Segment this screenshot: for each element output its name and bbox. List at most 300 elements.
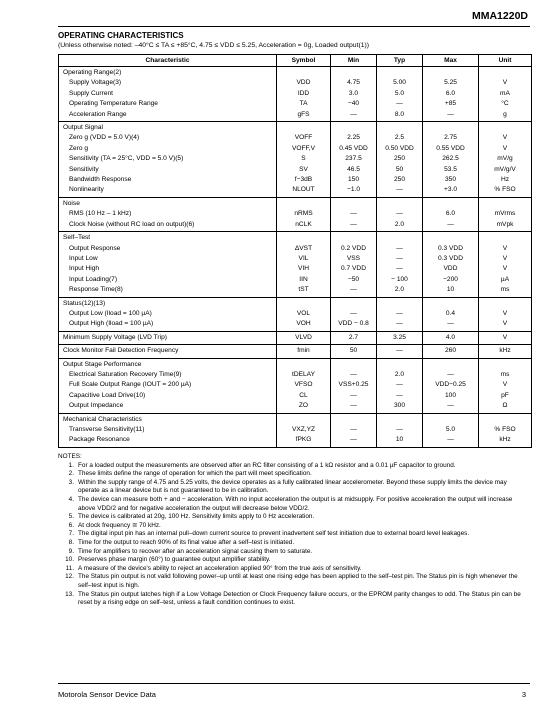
min-value: 0.2 VDD <box>341 244 366 252</box>
typ-value: — <box>396 254 403 262</box>
note-text: The Status pin output latches high if a Low Voltage Detection or Clock Frequency failure occurs, or the EPROM parity changes to odd. The Status pin can be reset by a rising edge on self–test, unless a fault condition continues to exist. <box>78 590 521 607</box>
unit-value: kHz <box>499 436 511 444</box>
table-cell-max <box>423 232 479 297</box>
group-title-spacer <box>379 123 420 133</box>
table-cell-max <box>423 331 479 344</box>
group-title-spacer <box>481 199 529 209</box>
operating-characteristics-table <box>58 54 532 448</box>
characteristic-label: Package Resonance <box>69 436 130 444</box>
note-item <box>58 591 530 608</box>
header-rule <box>58 26 530 27</box>
characteristic-label: RMS (10 Hz – 1 kHz) <box>69 210 132 218</box>
max-value: 4.0 <box>445 333 456 341</box>
characteristic-label: Supply Voltage(3) <box>69 79 122 87</box>
group-title: Self–Test <box>63 234 91 242</box>
sym-value: fmin <box>297 347 310 355</box>
typ-value: 2.0 <box>394 220 405 228</box>
table-cell-typ <box>377 358 423 413</box>
sym-value: VXZ,YZ <box>291 426 316 433</box>
section-subtitle: (Unless otherwise noted: –40°C ≤ TA ≤ +85°C, 4.75 ≤ VDD ≤ 5.25, Acceleration = 0g, Loaded output(1)) <box>58 42 370 49</box>
group-title-spacer <box>333 299 374 309</box>
sym-value: NLOUT <box>292 186 315 194</box>
typ-value: 3.25 <box>393 333 406 341</box>
max-value: — <box>447 110 454 118</box>
group-title: Output Signal <box>63 124 103 132</box>
table-cell-min <box>331 331 377 344</box>
table-cell-unit <box>479 67 532 122</box>
unit-value: V <box>502 265 508 273</box>
table-cell-char <box>59 358 277 413</box>
table-cell-min <box>331 197 377 231</box>
characteristic-label: Full Scale Output Range (IOUT = 200 µA) <box>69 381 192 389</box>
column-header: Min <box>331 55 377 67</box>
table-cell-unit <box>479 122 532 198</box>
min-value: — <box>350 402 357 410</box>
typ-value: 250 <box>393 176 405 184</box>
typ-value: 5.0 <box>394 89 405 97</box>
unit-value: mVpk <box>496 220 514 228</box>
characteristic-label: Clock Monitor Fail Detection Frequency <box>63 347 179 355</box>
note-text: At clock frequency ≅ 70 kHz. <box>78 521 161 529</box>
characteristic-label: Input High <box>69 265 100 273</box>
table-row-group <box>59 122 532 198</box>
unit-value: pF <box>501 391 509 399</box>
group-title: Status(12)(13) <box>63 299 106 307</box>
max-value: — <box>447 370 454 378</box>
sym-value: IDD <box>297 89 310 97</box>
max-value: VDD <box>443 265 458 273</box>
group-title-spacer <box>379 68 420 78</box>
unit-value: V <box>502 244 508 252</box>
typ-value: 2.5 <box>394 134 405 142</box>
unit-value: ms <box>500 286 510 294</box>
sym-value: VDD <box>296 79 311 87</box>
notes-list <box>58 462 530 608</box>
unit-value: g <box>503 110 507 118</box>
notes-section <box>58 453 530 608</box>
min-value: 50 <box>349 347 358 355</box>
table-cell-char <box>59 345 277 358</box>
typ-value: 0.50 VDD <box>385 144 414 152</box>
max-value: 53.5 <box>444 165 457 173</box>
group-title: Mechanical Characteristics <box>63 415 142 423</box>
min-value: 150 <box>347 176 359 184</box>
min-value: — <box>350 286 357 294</box>
note-item <box>58 530 530 539</box>
table-cell-unit <box>479 197 532 231</box>
table-cell-typ <box>377 67 423 122</box>
sym-value: VIL <box>298 254 309 262</box>
note-text: Time for the output to reach 90% of its final value after a self–test is initiated. <box>78 538 295 546</box>
sym-value: ZO <box>298 402 309 410</box>
sym-value: VFSO <box>294 381 313 389</box>
group-title-spacer <box>333 233 374 243</box>
table-cell-typ <box>377 331 423 344</box>
group-title-spacer <box>333 68 374 78</box>
table-row-group <box>59 197 532 231</box>
note-number: 2. <box>68 470 74 478</box>
group-title-spacer <box>379 233 420 243</box>
min-value: — <box>350 370 357 378</box>
typ-value: − 100 <box>391 275 408 283</box>
table-cell-sym <box>277 197 331 231</box>
note-number: 4. <box>68 495 74 503</box>
max-value: 6.0 <box>445 210 456 218</box>
unit-value: V <box>502 381 508 389</box>
max-value: 350 <box>444 176 456 184</box>
group-title-spacer <box>379 360 420 370</box>
max-value: 262.5 <box>442 155 459 163</box>
note-item <box>58 548 530 557</box>
column-header: Typ <box>377 55 423 67</box>
max-value: 5.25 <box>444 79 457 87</box>
table-header-row <box>59 55 532 67</box>
max-value: — <box>447 402 454 410</box>
table-cell-typ <box>377 345 423 358</box>
group-title-spacer <box>379 199 420 209</box>
note-number: 9. <box>68 547 74 555</box>
note-number: 5. <box>68 513 74 521</box>
note-item <box>58 462 530 471</box>
sym-value: tDELAY <box>292 370 315 378</box>
table-cell-min <box>331 413 377 447</box>
group-title-spacer <box>481 360 529 370</box>
table-cell-max <box>423 345 479 358</box>
unit-value: V <box>502 79 508 87</box>
typ-value: — <box>396 347 403 355</box>
table-cell-char <box>59 197 277 231</box>
unit-value: ms <box>500 370 510 378</box>
group-title-spacer <box>379 415 420 425</box>
table-cell-typ <box>377 122 423 198</box>
characteristic-label: Output Impedance <box>69 402 124 410</box>
group-title-spacer <box>425 123 476 133</box>
note-text: Time for amplifiers to recover after an acceleration signal causing them to saturate. <box>78 547 313 555</box>
max-value: 6.0 <box>445 89 456 97</box>
note-item <box>58 470 530 479</box>
group-title-spacer <box>279 360 328 370</box>
max-value: 260 <box>444 347 456 355</box>
min-value: 3.0 <box>348 89 359 97</box>
max-value: — <box>447 320 454 328</box>
note-number: 6. <box>68 521 74 529</box>
min-value: — <box>350 391 357 399</box>
note-item <box>58 573 530 590</box>
table-cell-max <box>423 297 479 331</box>
note-number: 13. <box>65 590 74 598</box>
typ-value: — <box>396 391 403 399</box>
typ-value: 300 <box>393 402 405 410</box>
table-cell-unit <box>479 297 532 331</box>
group-title: Noise <box>63 199 80 207</box>
max-value: 10 <box>446 286 455 294</box>
max-value: 0.3 VDD <box>438 244 463 252</box>
min-value: 2.7 <box>348 333 359 341</box>
sym-value: CL <box>299 391 308 399</box>
unit-value: mV/g <box>497 155 513 163</box>
unit-value: °C <box>501 100 509 108</box>
table-cell-unit <box>479 358 532 413</box>
table-cell-unit <box>479 345 532 358</box>
table-cell-min <box>331 358 377 413</box>
note-item <box>58 522 530 531</box>
table-row-group <box>59 413 532 447</box>
max-value: 0.4 <box>445 309 456 317</box>
table-cell-typ <box>377 232 423 297</box>
table-cell-sym <box>277 345 331 358</box>
max-value: +85 <box>444 100 457 108</box>
group-title-spacer <box>425 415 476 425</box>
table-cell-unit <box>479 413 532 447</box>
footer-rule <box>58 683 530 684</box>
column-header: Unit <box>479 55 532 67</box>
table-cell-max <box>423 122 479 198</box>
table-cell-sym <box>277 331 331 344</box>
max-value: — <box>447 220 454 228</box>
sym-value: ΔVST <box>294 244 313 252</box>
unit-value: mVrms <box>494 210 516 218</box>
table-row-group <box>59 232 532 297</box>
note-number: 1. <box>68 461 74 469</box>
group-title-spacer <box>279 199 328 209</box>
unit-value: V <box>502 134 508 142</box>
note-text: A measure of the device's ability to reject an acceleration applied 90° from the true axis of sensitivity. <box>78 564 362 572</box>
characteristic-label: Transverse Sensitivity(11) <box>69 426 145 433</box>
table-row-group <box>59 345 532 358</box>
table-cell-char <box>59 413 277 447</box>
max-value: — <box>447 436 454 444</box>
characteristic-label: Nonlinearity <box>69 186 104 194</box>
notes-heading: NOTES: <box>58 453 82 460</box>
typ-value: — <box>396 426 403 433</box>
table-cell-char <box>59 232 277 297</box>
min-value: VDD − 0.8 <box>338 320 369 328</box>
max-value: 5.0 <box>445 426 456 433</box>
table-cell-min <box>331 345 377 358</box>
group-title-spacer <box>279 68 328 78</box>
page-number: 3 <box>521 690 526 699</box>
table-cell-char <box>59 331 277 344</box>
table-cell-min <box>331 297 377 331</box>
characteristic-label: Output High (Iload = 100 µA) <box>69 320 154 328</box>
max-value: 0.3 VDD <box>438 254 463 262</box>
group-title-spacer <box>481 68 529 78</box>
unit-value: V <box>502 144 508 152</box>
group-title-spacer <box>425 233 476 243</box>
sym-value: SV <box>299 165 308 173</box>
group-title-spacer <box>425 68 476 78</box>
characteristic-label: Response Time(8) <box>69 286 123 294</box>
group-title-spacer <box>279 415 328 425</box>
table-cell-max <box>423 358 479 413</box>
table-row-group <box>59 297 532 331</box>
unit-value: mV/g/V <box>494 165 516 173</box>
min-value: 4.75 <box>347 79 360 87</box>
group-title-spacer <box>279 233 328 243</box>
min-value: −1.0 <box>346 186 361 194</box>
group-title-spacer <box>425 299 476 309</box>
group-title: Output Stage Performance <box>63 360 142 368</box>
sym-value: VLVD <box>295 333 312 341</box>
unit-value: % FSO <box>494 186 516 194</box>
min-value: 0.7 VDD <box>341 265 366 273</box>
note-number: 10. <box>65 556 74 564</box>
section-title: OPERATING CHARACTERISTICS <box>58 31 184 40</box>
min-value: 0.45 VDD <box>339 144 368 152</box>
table-cell-sym <box>277 297 331 331</box>
min-value: 46.5 <box>347 165 360 173</box>
note-number: 12. <box>65 573 74 581</box>
note-item <box>58 556 530 565</box>
note-item <box>58 513 530 522</box>
unit-value: Ω <box>502 402 508 410</box>
note-text: Preserves phase margin (60°) to guarantee output amplifier stability. <box>78 556 271 564</box>
note-text: The device can measure both + and − acceleration. With no input acceleration the output is at midsupply. For positive acceleration the output will increase above VDD/2 and for negative acceleration the output will decrease below VDD/2. <box>78 495 513 512</box>
note-text: These limits define the range of operation for which the part will meet specification. <box>78 470 312 478</box>
sym-value: VOFF <box>294 134 313 142</box>
min-value: — <box>350 436 357 444</box>
typ-value: 2.0 <box>394 286 405 294</box>
sym-value: nCLK <box>295 220 312 228</box>
sym-value: TA <box>299 100 308 108</box>
note-number: 8. <box>68 538 74 546</box>
typ-value: — <box>396 210 403 218</box>
group-title-spacer <box>481 415 529 425</box>
group-title-spacer <box>425 199 476 209</box>
sym-value: VOL <box>296 309 311 317</box>
table-cell-unit <box>479 232 532 297</box>
typ-value: — <box>396 309 403 317</box>
table-cell-sym <box>277 67 331 122</box>
table-cell-typ <box>377 413 423 447</box>
group-title-spacer <box>379 299 420 309</box>
unit-value: mA <box>500 89 510 97</box>
sym-value: S <box>301 155 306 163</box>
note-number: 3. <box>68 478 74 486</box>
group-title-spacer <box>333 123 374 133</box>
note-text: For a loaded output the measurements are observed after an RC filter consisting of a 1 kΩ resistor and a 0.01 µF capacitor to ground. <box>78 461 456 469</box>
typ-value: — <box>396 381 403 389</box>
max-value: −200 <box>443 275 458 283</box>
column-header: Characteristic <box>59 55 277 67</box>
table-cell-sym <box>277 232 331 297</box>
characteristic-label: Minimum Supply Voltage (LVD Trip) <box>63 333 167 341</box>
note-text: Within the supply range of 4.75 and 5.25 volts, the device operates as a fully calibrated linear accelerometer. Beyond these supply limits the device may operate as a linear device but is not guaranteed to be in calibration. <box>78 478 507 495</box>
typ-value: — <box>396 186 403 194</box>
min-value: VSS+0.25 <box>338 381 369 389</box>
characteristic-label: Input Loading(7) <box>69 275 118 283</box>
unit-value: % FSO <box>494 426 516 433</box>
unit-value: kHz <box>499 347 511 355</box>
table-cell-typ <box>377 197 423 231</box>
characteristic-label: Output Low (Iload = 100 µA) <box>69 309 152 317</box>
sym-value: f−3dB <box>294 176 313 184</box>
typ-value: 5.00 <box>393 79 406 87</box>
note-text: The device is calibrated at 20g, 100 Hz. Sensitivity limits apply to 0 Hz acceleration. <box>78 513 315 521</box>
characteristic-label: Zero g <box>69 144 89 152</box>
note-number: 11. <box>65 564 74 572</box>
table-cell-char <box>59 122 277 198</box>
footer-source: Motorola Sensor Device Data <box>58 690 156 699</box>
sym-value: gFS <box>297 110 310 118</box>
characteristic-label: Acceleration Range <box>69 110 127 118</box>
characteristic-label: Bandwidth Response <box>69 176 132 184</box>
table-row-group <box>59 331 532 344</box>
column-header: Symbol <box>277 55 331 67</box>
max-value: VDD−0.25 <box>435 381 466 389</box>
table-cell-char <box>59 297 277 331</box>
sym-value: IIN <box>299 275 308 283</box>
note-item <box>58 565 530 574</box>
note-text: The Status pin output is not valid following power–up until at least one rising edge has been applied to the self–test pin. The Status pin is high whenever the self–test input is high. <box>78 573 518 589</box>
unit-value: V <box>502 320 508 328</box>
max-value: +3.0 <box>443 186 458 194</box>
typ-value: — <box>396 320 403 328</box>
table-body <box>59 67 532 448</box>
min-value: 237.5 <box>345 155 362 163</box>
table-cell-max <box>423 67 479 122</box>
min-value: — <box>350 110 357 118</box>
characteristic-label: Capacitive Load Drive(10) <box>69 391 146 399</box>
min-value: — <box>350 309 357 317</box>
group-title-spacer <box>279 123 328 133</box>
min-value: 2.25 <box>347 134 360 142</box>
typ-value: 50 <box>395 165 404 173</box>
group-title: Operating Range(2) <box>63 69 122 76</box>
table-cell-sym <box>277 358 331 413</box>
table-row-group <box>59 358 532 413</box>
min-value: — <box>350 210 357 218</box>
table-row-group <box>59 67 532 122</box>
group-title-spacer <box>481 233 529 243</box>
table-cell-typ <box>377 297 423 331</box>
unit-value: V <box>502 309 508 317</box>
characteristic-label: Zero g (VDD = 5.0 V)(4) <box>69 134 140 142</box>
unit-value: V <box>502 333 508 341</box>
characteristic-label: Input Low <box>69 254 98 262</box>
group-title-spacer <box>481 123 529 133</box>
min-value: VSS <box>346 254 361 262</box>
note-item <box>58 539 530 548</box>
characteristic-label: Sensitivity (TA = 25°C, VDD = 5.0 V)(5) <box>69 155 184 163</box>
min-value: — <box>350 220 357 228</box>
table-cell-unit <box>479 331 532 344</box>
characteristic-label: Supply Current <box>69 89 113 97</box>
max-value: 0.55 VDD <box>436 144 465 152</box>
note-text: The digital input pin has an internal pull–down current source to prevent inadvertent self test initiation due to external board level leakages. <box>78 530 470 538</box>
part-number: MMA1220D <box>471 10 528 22</box>
unit-value: µA <box>500 275 510 283</box>
characteristic-label: Clock Noise (without RC load on output)(6) <box>69 220 195 228</box>
group-title-spacer <box>481 299 529 309</box>
sym-value: fPKG <box>295 436 312 444</box>
table-cell-min <box>331 232 377 297</box>
group-title-spacer <box>279 299 328 309</box>
characteristic-label: Electrical Saturation Recovery Time(9) <box>69 370 182 378</box>
min-value: −50 <box>347 275 360 283</box>
sym-value: tST <box>298 286 309 294</box>
unit-value: V <box>502 254 508 262</box>
group-title-spacer <box>425 360 476 370</box>
group-title-spacer <box>333 199 374 209</box>
typ-value: 250 <box>393 155 405 163</box>
characteristic-label: Operating Temperature Range <box>69 100 158 108</box>
sym-value: VOH <box>296 320 311 328</box>
note-number: 7. <box>68 530 74 538</box>
characteristic-label: Sensitivity <box>69 165 99 173</box>
note-item <box>58 479 530 496</box>
table-cell-min <box>331 122 377 198</box>
